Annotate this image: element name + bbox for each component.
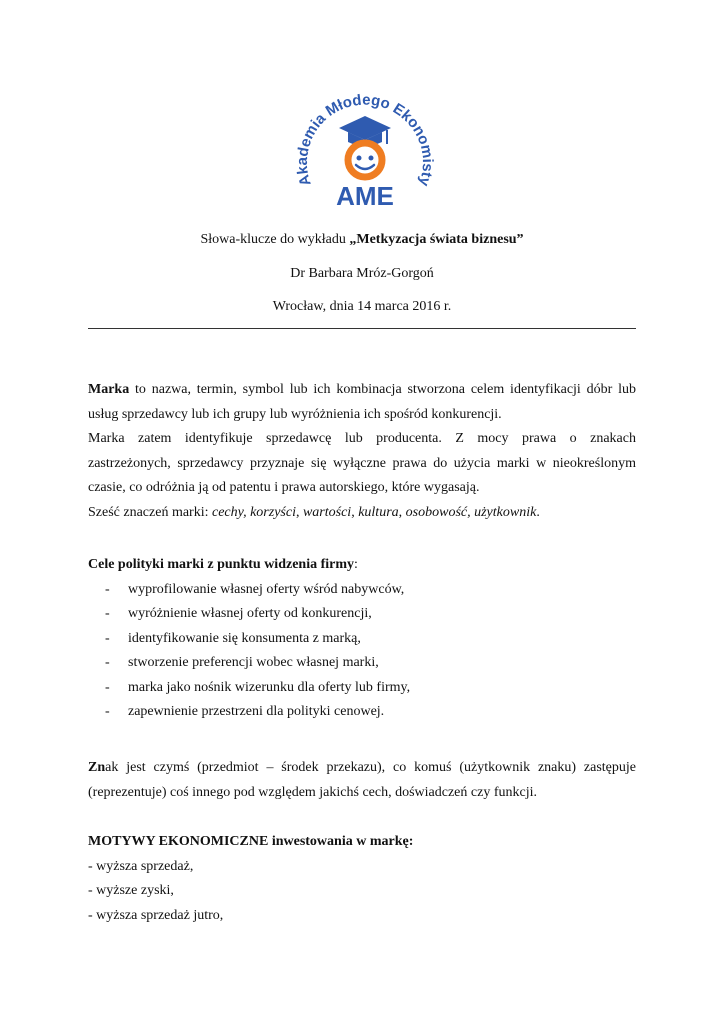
marka-meanings: Sześć znaczeń marki: cechy, korzyści, wartości, kultura, osobowość, użytkownik. xyxy=(88,504,540,520)
smile-icon xyxy=(356,165,374,169)
cele-heading: Cele polityki marki z punktu widzenia firmy: xyxy=(88,557,358,572)
list-item: - wyróżnienie własnej oferty od konkurencji, xyxy=(88,602,636,627)
smile-face-icon xyxy=(348,143,382,177)
znak-section xyxy=(88,756,636,805)
znak-line1: Znak jest czymś (przedmiot – środek przekazu), co komuś (użytkownik znaku) zastępuje xyxy=(88,760,636,775)
divider xyxy=(88,328,636,329)
logo-arc-text: Akademia Młodego Ekonomisty xyxy=(295,91,435,189)
motywy-heading: MOTYWY EKONOMICZNE inwestowania w markę: xyxy=(88,834,414,849)
list-item: - wyższa sprzedaż jutro, xyxy=(88,907,224,923)
marka-def-line2: usług sprzedawcy lub ich grupy lub wyróżnienia ich spośród konkurencji. xyxy=(88,406,502,422)
list-item: - stworzenie preferencji wobec własnej marki, xyxy=(88,651,636,676)
marka-p2-line3: czasie, co odróżnia ją od patentu i prawa autorskiego, które wygasają. xyxy=(88,480,480,495)
cap-top-icon xyxy=(339,116,391,140)
author: Dr Barbara Mróz-Gorgoń xyxy=(290,266,434,281)
lecture-title-bold: „Metkyzacja świata biznesu” xyxy=(349,232,524,247)
list-item: - marka jako nośnik wizerunku dla oferty lub firmy, xyxy=(88,676,636,701)
marka-p2-line1: Marka zatem identyfikuje sprzedawcę lub producenta. Z mocy prawa o znakach xyxy=(88,431,636,446)
marka-p2-line2: zastrzeżonych, sprzedawcy przyznaje się wyłączne prawa do użycia marki w nieokreślonym xyxy=(88,455,636,471)
ame-logo xyxy=(295,80,435,220)
znak-line2: (reprezentuje) coś innego pod względem jakichś cech, doświadczeń czy funkcji. xyxy=(88,784,537,800)
ame-logo-graphic xyxy=(295,80,435,220)
marka-section xyxy=(88,378,636,525)
lecture-title: Słowa-klucze do wykładu „Metkyzacja świata biznesu” xyxy=(200,232,524,247)
list-item: - zapewnienie przestrzeni dla polityki cenowej. xyxy=(88,700,636,725)
cele-list xyxy=(88,578,636,725)
place-date: Wrocław, dnia 14 marca 2016 r. xyxy=(272,299,452,314)
list-item: - identyfikowanie się konsumenta z marką, xyxy=(88,627,636,652)
list-item: - wyższa sprzedaż, xyxy=(88,858,194,874)
list-item: - wyprofilowanie własnej oferty wśród nabywców, xyxy=(88,578,636,603)
logo-abbr: AME xyxy=(336,181,394,211)
motywy-section xyxy=(88,830,636,928)
marka-def-line1: Marka to nazwa, termin, symbol lub ich kombinacja stworzona celem identyfikacji dóbr lub xyxy=(88,382,636,397)
cele-section xyxy=(88,553,636,725)
list-item: - wyższe zyski, xyxy=(88,883,174,898)
